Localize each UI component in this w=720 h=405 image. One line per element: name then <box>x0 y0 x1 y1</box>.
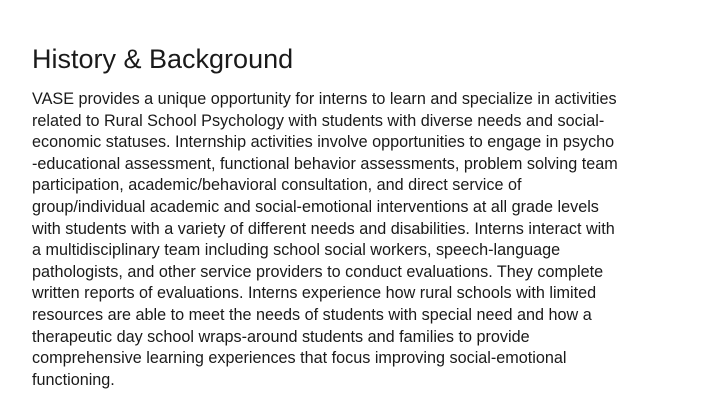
body-line: VASE provides a unique opportunity for interns to learn and specialize in activities <box>32 90 617 108</box>
body-line: group/individual academic and social-emotional interventions at all grade levels <box>32 197 599 216</box>
body-line: a multidisciplinary team including school social workers, speech-language <box>32 241 561 260</box>
body-line: participation, academic/behavioral consultation, and direct service of <box>32 176 522 195</box>
body-line: written reports of evaluations. Interns experience how rural schools with limited <box>32 284 597 303</box>
slide-body-text <box>32 89 692 391</box>
body-line: comprehensive learning experiences that focus improving social-emotional <box>32 349 567 368</box>
body-line: pathologists, and other service providers to conduct evaluations. They complete <box>32 262 604 281</box>
body-line: resources are able to meet the needs of students with special need and how a <box>32 305 592 324</box>
body-line: economic statuses. Internship activities involve opportunities to engage in psycho <box>32 133 615 152</box>
body-line: related to Rural School Psychology with students with diverse needs and social- <box>32 111 605 130</box>
body-line: functioning. <box>32 370 115 389</box>
body-line: therapeutic day school wraps-around students and families to provide <box>32 327 530 346</box>
slide-title: History & Background <box>32 44 294 74</box>
body-line: with students with a variety of different needs and disabilities. Interns interact with <box>32 219 615 238</box>
body-line: -educational assessment, functional behavior assessments, problem solving team <box>32 154 618 173</box>
